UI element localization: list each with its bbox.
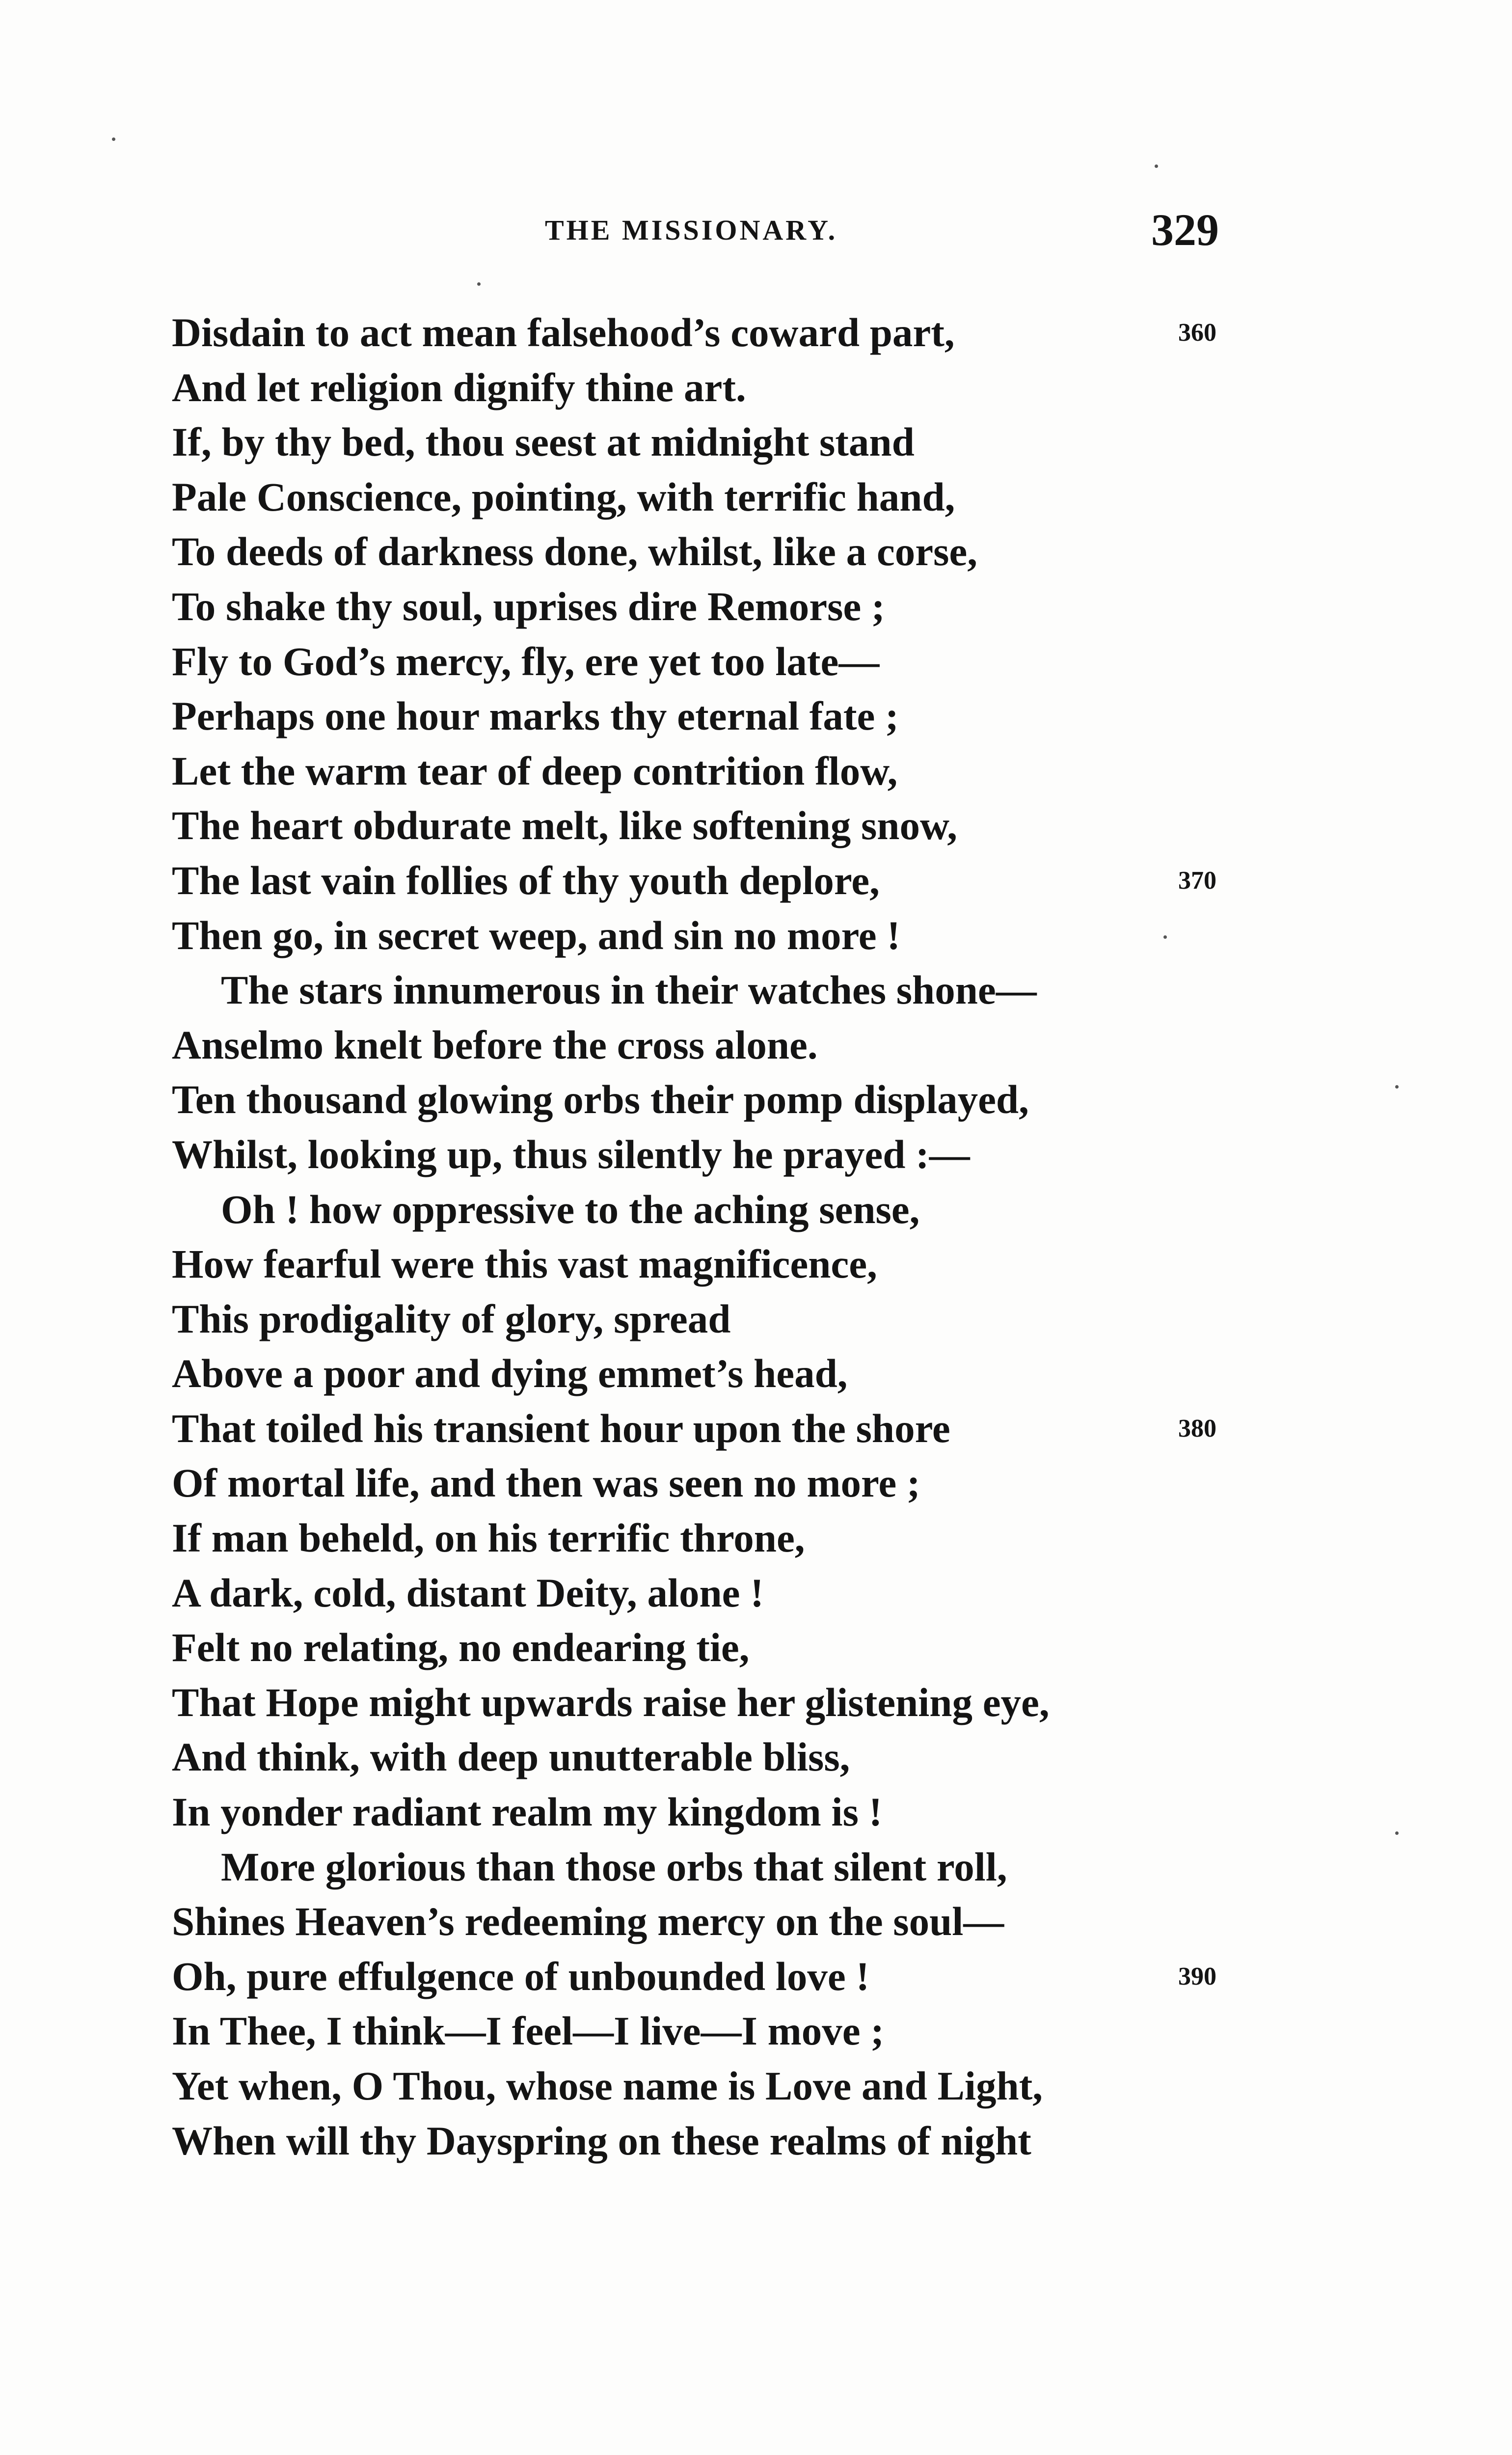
poem-line-text: Yet when, O Thou, whose name is Love and Light, [172, 2063, 1043, 2108]
poem-line-text: In Thee, I think—I feel—I live—I move ; [172, 2008, 885, 2054]
poem-line-text: And think, with deep unutterable bliss, [172, 1734, 850, 1780]
poem-line-text: If man beheld, on his terrific throne, [172, 1515, 805, 1561]
poem-line-text: And let religion dignify thine art. [172, 364, 746, 410]
poem-line [172, 2114, 1350, 2169]
poem-line-text: Anselmo knelt before the cross alone. [172, 1022, 818, 1067]
poem-line [172, 1127, 1350, 1182]
poem-line-text: Oh, pure effulgence of unbounded love ! [172, 1953, 870, 1999]
poem-line [172, 908, 1350, 963]
poem-line-text: If, by thy bed, thou seest at midnight stand [172, 419, 915, 465]
poem-line-text: When will thy Dayspring on these realms of night [172, 2118, 1031, 2163]
poem-line-text: Of mortal life, and then was seen no more ; [172, 1460, 920, 1506]
scan-speck [112, 137, 115, 141]
poem-line-text: Let the warm tear of deep contrition flow, [172, 748, 898, 793]
poem-line [172, 744, 1350, 799]
poem-line [172, 1730, 1350, 1785]
scan-speck [477, 282, 481, 286]
poem-line [172, 798, 1350, 853]
poem-line-text: How fearful were this vast magnificence, [172, 1241, 877, 1287]
poem-line [172, 689, 1350, 744]
poem-line [172, 470, 1350, 525]
poem-line-text: Disdain to act mean falsehood’s coward part, [172, 310, 955, 355]
line-number: 390 [1178, 1962, 1216, 1991]
poem-line-text: The last vain follies of thy youth deplore, [172, 857, 880, 903]
poem-line-text: The heart obdurate melt, like softening snow, [172, 803, 958, 848]
poem-line [172, 1237, 1350, 1292]
poem-line [172, 1346, 1350, 1401]
poem-line-text: Felt no relating, no endearing tie, [172, 1625, 750, 1670]
scan-speck [1395, 1831, 1399, 1835]
poem-line [172, 1620, 1350, 1675]
scan-speck [1395, 1085, 1399, 1089]
poem-line-text: To deeds of darkness done, whilst, like a corse, [172, 529, 977, 574]
poem-line-text: Perhaps one hour marks thy eternal fate ; [172, 693, 899, 739]
poem-line [172, 2004, 1350, 2059]
scan-speck [1155, 164, 1158, 168]
page-number: 329 [1151, 205, 1219, 255]
poem-line-text: Whilst, looking up, thus silently he prayed :— [172, 1131, 970, 1177]
poem-line-text: That toiled his transient hour upon the shore [172, 1405, 950, 1451]
poem-line [172, 524, 1350, 579]
poem-line-text: Shines Heaven’s redeeming mercy on the soul— [172, 1899, 1004, 1944]
poem-line [172, 1182, 1350, 1237]
poem-line [172, 1675, 1350, 1730]
poem-line [172, 1456, 1350, 1511]
poem-line [172, 634, 1350, 689]
poem-line-text: The stars innumerous in their watches shone— [221, 967, 1037, 1013]
poem-line-text: Pale Conscience, pointing, with terrific hand, [172, 474, 955, 519]
poem-line [172, 305, 1350, 360]
poem-line [172, 853, 1350, 908]
poem-line [172, 1511, 1350, 1566]
poem-line-text: In yonder radiant realm my kingdom is ! [172, 1789, 883, 1835]
line-number: 360 [1178, 319, 1216, 347]
poem-line [172, 1840, 1350, 1895]
scan-speck [1163, 935, 1167, 939]
poem-line-text: Fly to God’s mercy, fly, ere yet too late— [172, 638, 880, 684]
line-number: 370 [1178, 866, 1216, 895]
poem-line [172, 1785, 1350, 1840]
poem-line-text: More glorious than those orbs that silent roll, [221, 1844, 1007, 1889]
poem-line [172, 579, 1350, 634]
poem-line [172, 360, 1350, 415]
poem-line [172, 963, 1350, 1018]
poem-line-text: A dark, cold, distant Deity, alone ! [172, 1570, 764, 1615]
poem-line-text: To shake thy soul, uprises dire Remorse ; [172, 583, 885, 629]
poem-line-text: Ten thousand glowing orbs their pomp displayed, [172, 1077, 1029, 1122]
poem-line [172, 1894, 1350, 1949]
poem-text [172, 305, 1350, 2168]
poem-line-text: Above a poor and dying emmet’s head, [172, 1351, 848, 1396]
poem-line-text: That Hope might upwards raise her glistening eye, [172, 1679, 1050, 1725]
poem-line-text: Oh ! how oppressive to the aching sense, [221, 1186, 920, 1232]
poem-line [172, 1018, 1350, 1073]
poem-line-text: Then go, in secret weep, and sin no more ! [172, 912, 901, 958]
line-number: 380 [1178, 1414, 1216, 1443]
poem-line [172, 1401, 1350, 1456]
poem-line [172, 1949, 1350, 2004]
poem-line [172, 415, 1350, 470]
poem-line [172, 1072, 1350, 1127]
poem-line [172, 1292, 1350, 1347]
running-title: THE MISSIONARY. [545, 214, 838, 246]
poem-line [172, 1566, 1350, 1621]
poem-line-text: This prodigality of glory, spread [172, 1296, 731, 1341]
poem-line [172, 2059, 1350, 2114]
